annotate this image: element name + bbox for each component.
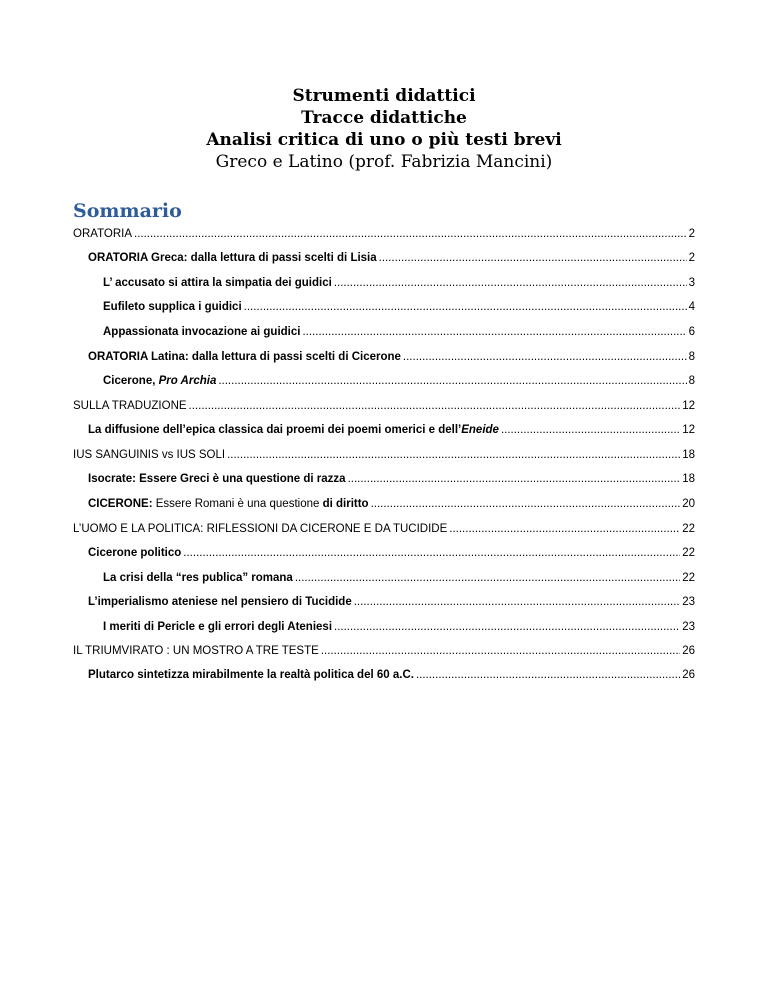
toc-entry-text: La crisi della “res publica” romana [103, 572, 293, 584]
toc-entry-text: Essere Romani è una questione [152, 498, 323, 510]
toc-entry-text: Cicerone, [103, 375, 159, 387]
toc-entry-text: di diritto [322, 498, 369, 510]
toc-entry-text: Isocrate: Essere Greci è una questione di razza [88, 473, 346, 485]
toc-dot-leader [403, 349, 687, 365]
toc-dot-leader [189, 398, 681, 414]
toc-entry-text: IL TRIUMVIRATO : UN MOSTRO A TRE TESTE [73, 645, 319, 657]
toc-entry[interactable] [103, 570, 695, 586]
toc-page-number: 18 [682, 473, 695, 485]
toc-page-number: 8 [688, 351, 695, 363]
toc-entry[interactable] [73, 226, 695, 242]
toc-dot-leader [227, 447, 680, 463]
toc-entry-label [103, 570, 293, 586]
toc-entry-label [103, 299, 242, 315]
toc-entry-text: IUS SANGUINIS vs IUS SOLI [73, 449, 226, 461]
toc-entry[interactable] [88, 349, 695, 365]
toc-entry-text: Plutarco sintetizza mirabilmente la realtà politica del 60 a.C. [88, 669, 414, 681]
document-header [0, 85, 768, 173]
toc-entry-text: ORATORIA Latina: dalla lettura di passi scelti di Cicerone [88, 351, 401, 363]
toc-entry-label [73, 226, 132, 242]
toc-entry[interactable] [103, 324, 695, 340]
toc-dot-leader [302, 324, 686, 340]
toc-page-number: 18 [682, 449, 695, 461]
toc-entry-label [88, 250, 377, 266]
toc-entry[interactable] [88, 422, 695, 438]
toc-page-number: 4 [688, 301, 695, 313]
toc-page-number: 23 [682, 621, 695, 633]
toc-entry-text: Cicerone politico [88, 547, 182, 559]
toc-entry-text: L’imperialismo ateniese nel pensiero di Tucidide [88, 596, 352, 608]
toc-page-number: 23 [682, 596, 695, 608]
toc-entry-text: I meriti di Pericle e gli errori degli Ateniesi [103, 621, 333, 633]
toc-entry[interactable] [88, 250, 695, 266]
toc-entry-label [88, 667, 414, 683]
toc-entry-label [88, 422, 499, 438]
toc-page-number: 3 [688, 277, 695, 289]
toc-dot-leader [416, 667, 680, 683]
toc-entry[interactable] [88, 545, 695, 561]
header-line-2: Tracce didattiche [301, 108, 467, 128]
toc-dot-leader [348, 471, 681, 487]
toc-entry[interactable] [88, 594, 695, 610]
toc-entry[interactable] [73, 643, 695, 659]
toc-entry-text: Eneide [461, 424, 499, 436]
toc-entry[interactable] [88, 667, 695, 683]
toc-entry[interactable] [88, 471, 695, 487]
toc-entry[interactable] [88, 496, 695, 512]
toc-page-number: 26 [682, 669, 695, 681]
toc-title: Sommario [73, 200, 182, 222]
toc-dot-leader [134, 226, 687, 242]
toc-entry-text: La diffusione dell’epica classica dai proemi dei poemi omerici e dell’ [88, 424, 462, 436]
toc-entry-label [88, 471, 346, 487]
toc-entry-text: CICERONE: [88, 498, 153, 510]
toc-dot-leader [334, 619, 680, 635]
toc-page-number: 2 [688, 252, 695, 264]
toc-entry[interactable] [73, 398, 695, 414]
toc-dot-leader [334, 275, 687, 291]
toc-page-number: 6 [688, 326, 695, 338]
toc-entry[interactable] [103, 275, 695, 291]
toc-entry-text: Pro Archia [158, 375, 217, 387]
toc-page-number: 26 [682, 645, 695, 657]
toc-page-number: 2 [688, 228, 695, 240]
toc-page-number: 22 [682, 523, 695, 535]
toc-dot-leader [501, 422, 680, 438]
toc-dot-leader [354, 594, 680, 610]
header-line-1: Strumenti didattici [292, 86, 476, 106]
toc-page-number: 12 [682, 424, 695, 436]
toc-dot-leader [321, 643, 680, 659]
toc-entry-label [88, 594, 352, 610]
toc-entry-label [103, 324, 300, 340]
toc-entry-text: L’ accusato si attira la simpatia dei guidici [103, 277, 332, 289]
toc-entry-label [88, 496, 369, 512]
toc-page-number: 8 [688, 375, 695, 387]
header-line-4: Greco e Latino (prof. Fabrizia Mancini) [215, 152, 553, 172]
toc-dot-leader [295, 570, 680, 586]
toc-entry-label [73, 521, 447, 537]
toc-entry-label [103, 373, 216, 389]
toc-entry[interactable] [73, 521, 695, 537]
toc-dot-leader [371, 496, 681, 512]
toc-entry-text: SULLA TRADUZIONE [73, 400, 187, 412]
toc-entry-text: L’UOMO E LA POLITICA: RIFLESSIONI DA CICERONE E DA TUCIDIDE [73, 523, 448, 535]
toc-page-number: 22 [682, 547, 695, 559]
toc-entry-label [103, 619, 332, 635]
toc-entry[interactable] [103, 619, 695, 635]
toc-entry[interactable] [73, 447, 695, 463]
toc-entry[interactable] [103, 373, 695, 389]
toc-dot-leader [244, 299, 687, 315]
toc-entry-label [73, 447, 225, 463]
toc-entry-label [73, 398, 187, 414]
toc-entry-label [88, 545, 181, 561]
toc-entry-text: ORATORIA Greca: dalla lettura di passi scelti di Lisia [88, 252, 377, 264]
toc-dot-leader [449, 521, 680, 537]
toc-entry-text: Appassionata invocazione ai guidici [103, 326, 301, 338]
toc-page-number: 20 [682, 498, 695, 510]
toc-entry[interactable] [103, 299, 695, 315]
toc-entry-text: Eufileto supplica i guidici [103, 301, 242, 313]
toc-page-number: 12 [682, 400, 695, 412]
toc-entry-label [103, 275, 332, 291]
toc-dot-leader [218, 373, 686, 389]
toc-dot-leader [379, 250, 687, 266]
toc-entry-text: ORATORIA [73, 228, 132, 240]
toc-entry-label [88, 349, 401, 365]
toc-page-number: 22 [682, 572, 695, 584]
header-line-3: Analisi critica di uno o più testi brevi [206, 130, 562, 150]
toc-entry-label [73, 643, 319, 659]
toc-dot-leader [183, 545, 680, 561]
